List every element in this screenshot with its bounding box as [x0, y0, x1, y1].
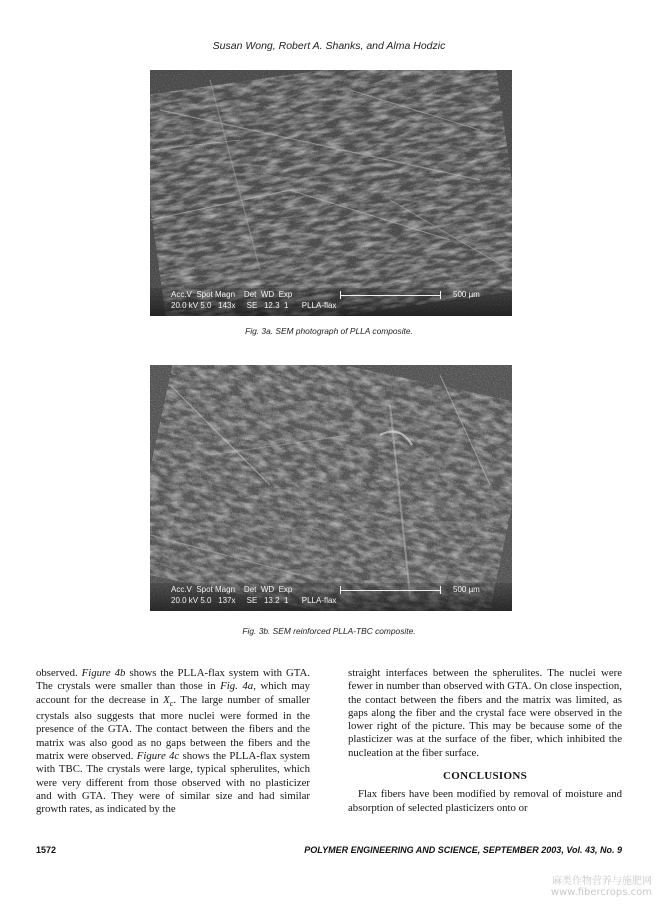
sem-params-header: Acc.V Spot Magn Det WD Exp: [171, 290, 293, 299]
sem-params-values: 20.0 kV 5.0 143x SE 12.3 1 PLLA-flax: [171, 301, 337, 310]
watermark-text: 麻类作物营养与施肥网: [552, 876, 652, 887]
sem-params-header: Acc.V Spot Magn Det WD Exp: [171, 585, 293, 594]
sem-texture: [150, 70, 512, 316]
sem-texture: [150, 365, 512, 611]
text-run: shows the PLLA-flax system with TBC. The crystals were large, typical spherulites, which were very different from those observed with no plasticizer and with GTA. They were of similar size and had similar growth rates, as indicated by the: [36, 749, 310, 816]
journal-citation: POLYMER ENGINEERING AND SCIENCE, SEPTEMBER 2003, Vol. 43, No. 9: [304, 845, 622, 855]
scale-tick-right: [440, 291, 441, 299]
figure-reference: Figure 4c: [136, 749, 180, 762]
page-footer: [36, 845, 622, 859]
figure-reference: Fig. 4a: [220, 680, 254, 693]
scale-line: [340, 295, 440, 296]
sem-params-values: 20.0 kV 5.0 137x SE 13.2 1 PLLA-flax: [171, 596, 337, 605]
body-paragraph: straight interfaces between the spherulites. The nuclei were fewer in number than observed with GTA. On close inspection, the contact between the fibers and the matrix was limited, as gaps along the fiber and the crystal face were observed in the lower right of the picture. This may be because some of the plasticizer was at the surface of the fiber, which inhibited the nucleation at the fiber surface.: [348, 667, 622, 759]
body-paragraph: [36, 667, 310, 816]
text-run: shows the PLLA-flax system with GTA. The crystals were smaller than those in: [36, 667, 311, 693]
sem-scale-bar: [150, 583, 512, 611]
text-run: observed.: [36, 667, 82, 679]
math-symbol: X: [163, 693, 170, 706]
body-column-right: [348, 667, 622, 815]
scale-label: 500 µm: [453, 290, 480, 299]
body-paragraph: Flax fibers have been modified by removal of moisture and absorption of selected plasticizers onto or: [348, 788, 622, 814]
figure-caption-3b: Fig. 3b. SEM reinforced PLLA-TBC composite.: [242, 626, 416, 636]
section-heading: CONCLUSIONS: [443, 770, 527, 783]
figure-reference: Figure 4b: [81, 667, 126, 679]
sem-image-fig3b: [150, 365, 512, 611]
sem-scale-bar: [150, 288, 512, 316]
text-run: . The large number of smaller crystals also suggests that more nuclei were formed in the presence of the GTA. The contact between the fibers and the matrix was also good as no gaps between the fibers and the matrix were observed.: [36, 693, 310, 762]
body-column-left: [36, 667, 310, 816]
watermark-url: www.fibercrops.com: [550, 887, 652, 898]
scale-line: [340, 590, 440, 591]
sem-image-fig3a: [150, 70, 512, 316]
scale-label: 500 µm: [453, 585, 480, 594]
text-run: , which may account for the decrease in: [36, 680, 310, 706]
page-number: 1572: [36, 845, 57, 855]
running-header: Susan Wong, Robert A. Shanks, and Alma Hodzic: [212, 40, 446, 52]
math-subscript: c: [169, 698, 174, 708]
figure-caption-3a: Fig. 3a. SEM photograph of PLLA composite.: [245, 326, 413, 336]
scale-tick-right: [440, 586, 441, 594]
